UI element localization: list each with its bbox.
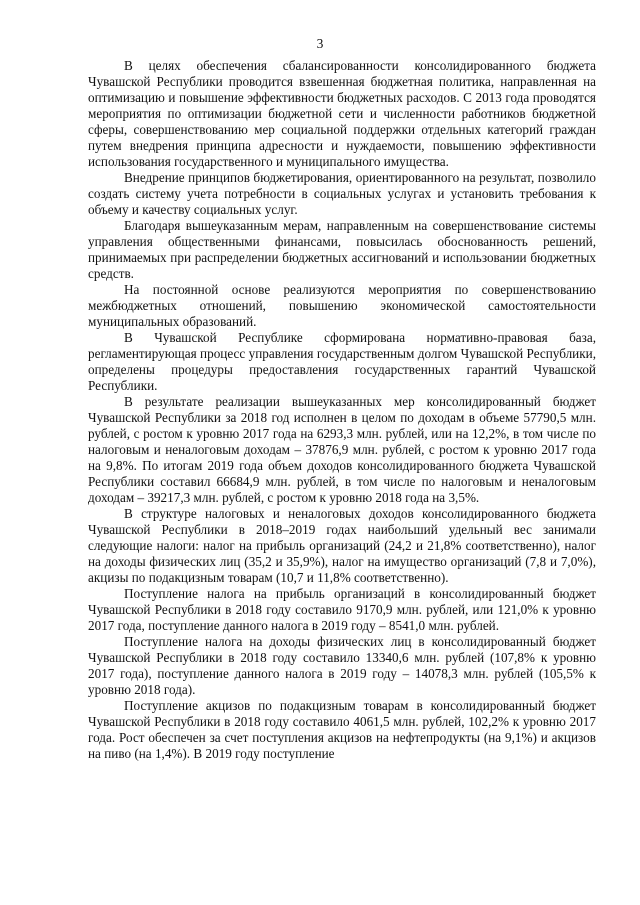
paragraph-revenue-structure: В структуре налоговых и неналоговых доходов консолидированного бюджета Чувашской Республики в 2018–2019 годах наибольший удельный вес занимали следующие налоги: налог на прибыль организаций (24,2 и 21,8% соответственно), налог на доходы физических лиц (35,2 и 35,9%), налог на имущество организаций (7,8 и 7,0%), акцизы по подакцизным товарам (10,7 и 11,8% соответственно). [88,506,596,585]
paragraph-income-tax: Поступление налога на доходы физических лиц в консолидированный бюджет Чувашской Республики в 2018 году составило 13340,6 млн. рублей (107,8% к уровню 2017 года), поступление данного налога в 2019 году – 14078,3 млн. рублей (105,5% к уровню 2018 года). [88,634,596,697]
page-number: 3 [316,36,324,51]
paragraph-profit-tax: Поступление налога на прибыль организаций в консолидированный бюджет Чувашской Республики в 2018 году составило 9170,9 млн. рублей, или 121,0% к уровню 2017 года, поступление данного налога в 2019 году – 8541,0 млн. рублей. [88,586,596,633]
paragraph-state-debt: В Чувашской Республике сформирована нормативно-правовая база, регламентирующая процесс управления государственным долгом Чувашской Республики, определены процедуры предоставления государственных гарантий Чувашской Республики. [88,330,596,393]
paragraph-public-finance: Благодаря вышеуказанным мерам, направленным на совершенствование системы управления общественными финансами, повысилась обоснованность решений, принимаемых при распределении бюджетных ассигнований и использовании бюджетных средств. [88,218,596,281]
paragraph-excise-taxes: Поступление акцизов по подакцизным товарам в консолидированный бюджет Чувашской Республики в 2018 году составило 4061,5 млн. рублей, 102,2% к уровню 2017 года. Рост обеспечен за счет поступления акцизов на нефтепродукты (на 9,1%) и акцизов на пиво (на 1,4%). В 2019 году поступление [88,698,596,761]
paragraph-budget-results: В результате реализации вышеуказанных мер консолидированный бюджет Чувашской Республики за 2018 год исполнен в целом по доходам в объеме 57790,5 млн. рублей, с ростом к уровню 2017 года на 6293,3 млн. рублей, или на 12,2%, в том числе по налоговым и неналоговым доходам – 37876,9 млн. рублей, с ростом к уровню 2017 года на 9,8%. По итогам 2019 года объем доходов консолидированного бюджета Чувашской Республики составил 66684,9 млн. рублей, в том числе по налоговым и неналоговым доходам – 39217,3 млн. рублей, с ростом к уровню 2018 года на 3,5%. [88,394,596,505]
paragraph-interbudget-relations: На постоянной основе реализуются мероприятия по совершенствованию межбюджетных отношений, повышению экономической самостоятельности муниципальных образований. [88,282,596,329]
page-body [88,58,596,762]
paragraph-budget-policy: В целях обеспечения сбалансированности консолидированного бюджета Чувашской Республики проводится взвешенная бюджетная политика, направленная на оптимизацию и повышение эффективности бюджетных расходов. С 2013 года проводятся мероприятия по оптимизации бюджетной сети и численности работников бюджетной сферы, совершенствованию мер социальной поддержки отдельных категорий граждан путем внедрения принципа адресности и нуждаемости, повышению эффективности использования государственного и муниципального имущества. [88,58,596,169]
paragraph-budgeting-principles: Внедрение принципов бюджетирования, ориентированного на результат, позволило создать систему учета потребности в социальных услугах и установить требования к объему и качеству социальных услуг. [88,170,596,217]
